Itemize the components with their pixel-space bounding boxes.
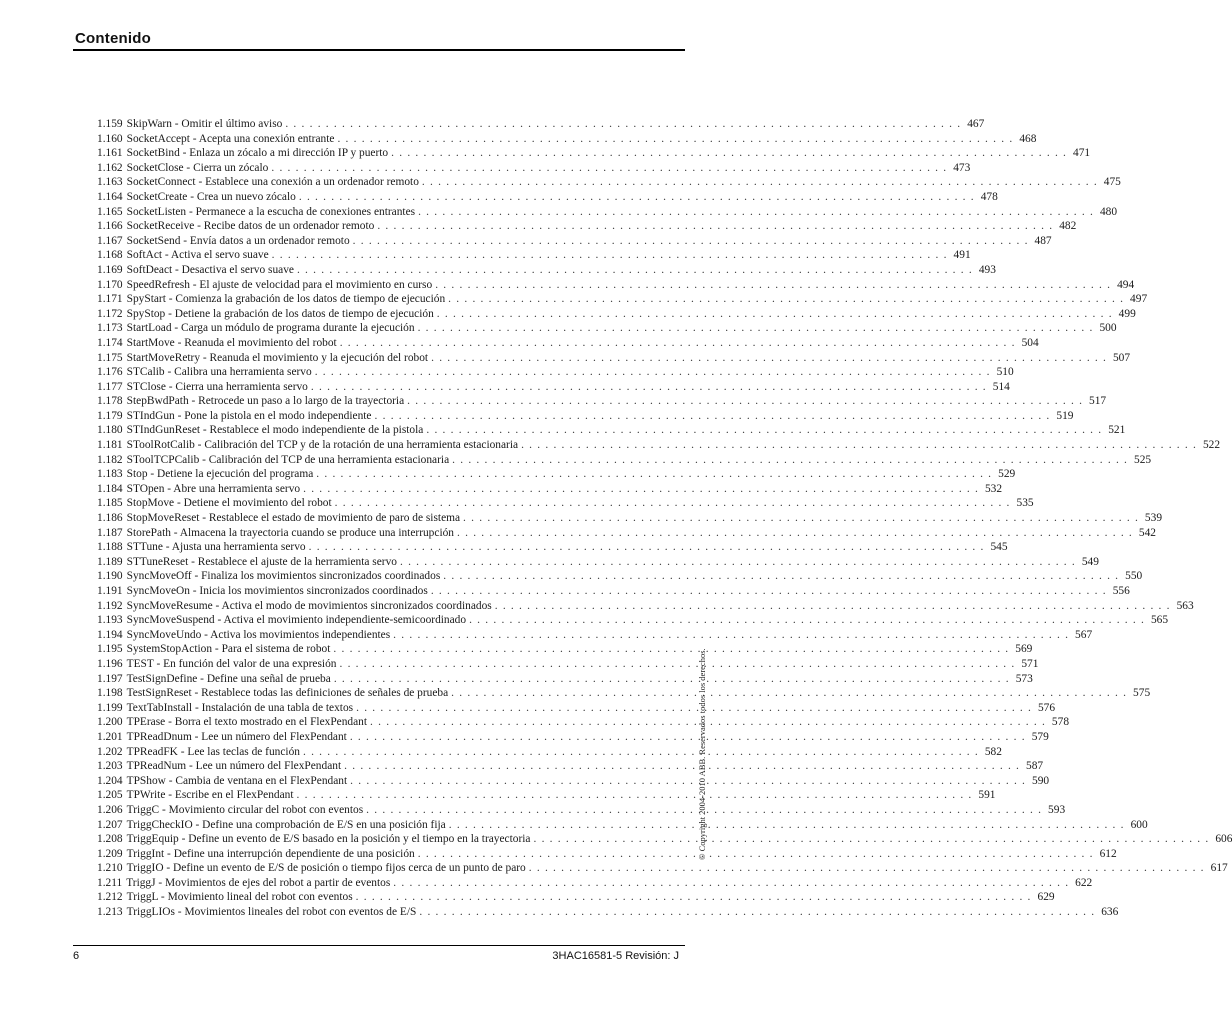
toc-dot-leader: [521, 438, 1197, 453]
toc-entry-page: 600: [1130, 818, 1148, 831]
toc-entry-title: SyncMoveResume - Activa el modo de movimientos sincronizados coordinados: [126, 599, 492, 612]
toc-entry-title: TextTabInstall - Instalación de una tabla de textos: [126, 701, 354, 714]
toc-dot-leader: [418, 321, 1094, 336]
toc-entry-title: SyncMoveOff - Finaliza los movimientos sincronizados coordinados: [126, 570, 441, 583]
toc-entry[interactable]: [97, 890, 1055, 905]
toc-entry[interactable]: [97, 847, 1117, 862]
toc-entry-title: TPReadFK - Lee las teclas de función: [126, 745, 300, 758]
toc-entry-page: 549: [1081, 555, 1099, 568]
copyright-notice: © Copyright 2004-2010 ABB. Reservados todos los derechos.: [697, 648, 707, 860]
toc-entry-title: STTuneReset - Restablece el ajuste de la herramienta servo: [126, 555, 397, 568]
toc-entry[interactable]: [97, 774, 1050, 789]
toc-entry-page: 571: [1021, 657, 1039, 670]
toc-entry-page: 517: [1089, 395, 1107, 408]
toc-entry-title: SocketClose - Cierra un zócalo: [126, 161, 269, 174]
toc-entry[interactable]: [97, 701, 1056, 716]
toc-entry-title: TestSignReset - Restablece todas las definiciones de señales de prueba: [126, 687, 449, 700]
toc-entry-title: TriggJ - Movimientos de ejes del robot a partir de eventos: [126, 876, 391, 889]
toc-entry-number: 1.173: [97, 322, 123, 335]
toc-entry-page: 578: [1051, 716, 1070, 729]
toc-entry[interactable]: [97, 307, 1136, 322]
footer-page-number: 6: [73, 950, 80, 962]
toc-entry-number: 1.196: [97, 657, 123, 670]
toc-entry-page: 487: [1034, 234, 1052, 247]
toc-entry-page: 507: [1112, 351, 1131, 364]
toc-entry-number: 1.195: [97, 643, 123, 656]
toc-entry[interactable]: [97, 759, 1044, 774]
toc-entry-title: SkipWarn - Omitir el último aviso: [126, 118, 283, 130]
toc-entry-page: 519: [1056, 409, 1074, 422]
toc-entry-page: 497: [1130, 293, 1148, 306]
toc-entry-title: SToolTCPCalib - Calibración del TCP de una herramienta estacionaria: [126, 453, 450, 466]
toc-dot-leader: [370, 715, 1046, 730]
toc-entry[interactable]: [97, 380, 1010, 395]
toc-entry-title: SyncMoveUndo - Activa los movimientos independientes: [126, 628, 391, 641]
toc-entry-page: 478: [980, 190, 998, 203]
toc-dot-leader: [315, 365, 991, 380]
toc-dot-leader: [448, 292, 1124, 307]
toc-entry[interactable]: [97, 351, 1131, 366]
toc-entry-page: 573: [1015, 672, 1033, 685]
toc-entry-page: 500: [1099, 322, 1117, 335]
toc-dot-leader: [375, 409, 1051, 424]
toc-entry-page: 467: [967, 118, 985, 130]
toc-entry-number: 1.170: [97, 278, 123, 291]
toc-entry-number: 1.187: [97, 526, 123, 539]
toc-entry-page: 494: [1117, 278, 1135, 291]
toc-dot-leader: [431, 351, 1107, 366]
toc-entry-page: 591: [978, 789, 996, 802]
toc-entry-number: 1.188: [97, 541, 123, 554]
toc-entry[interactable]: [97, 788, 996, 803]
toc-dot-leader: [356, 701, 1032, 716]
toc-entry-number: 1.179: [97, 409, 123, 422]
toc-entry-page: 510: [996, 366, 1014, 379]
toc-entry-title: SyncMoveSuspend - Activa el movimiento independiente-semicoordinado: [126, 614, 467, 627]
toc-entry-title: TriggCheckIO - Define una comprobación de E/S en una posición fija: [126, 818, 446, 831]
toc-entry-page: 576: [1037, 701, 1056, 714]
toc-entry-number: 1.182: [97, 453, 123, 466]
toc-dot-leader: [451, 686, 1127, 701]
toc-entry-number: 1.208: [97, 833, 123, 846]
toc-entry-title: TestSignDefine - Define una señal de prueba: [126, 672, 331, 685]
toc-entry-number: 1.175: [97, 351, 123, 364]
toc-entry[interactable]: [97, 496, 1034, 511]
toc-entry-title: StopMoveReset - Restablece el estado de movimiento de paro de sistema: [126, 512, 461, 525]
toc-entry-page: 629: [1037, 891, 1055, 904]
page-header-title: Contenido: [75, 30, 151, 47]
toc-dot-leader: [334, 672, 1010, 687]
toc-dot-leader: [391, 146, 1067, 161]
toc-entry-page: 521: [1108, 424, 1126, 437]
toc-entry-page: 539: [1144, 512, 1163, 525]
toc-entry-number: 1.204: [97, 774, 123, 787]
toc-dot-leader: [356, 890, 1032, 905]
toc-dot-leader: [350, 774, 1026, 789]
toc-entry-number: 1.213: [97, 906, 123, 919]
toc-entry-title: SocketConnect - Establece una conexión a un ordenador remoto: [126, 176, 419, 189]
toc-entry[interactable]: [97, 628, 1093, 643]
toc-entry-number: 1.180: [97, 424, 123, 437]
toc-entry-number: 1.181: [97, 439, 123, 452]
toc-entry-number: 1.169: [97, 263, 123, 276]
footer-rule: [73, 945, 685, 946]
toc-entry-number: 1.205: [97, 789, 123, 802]
toc-dot-leader: [335, 496, 1011, 511]
toc-entry-number: 1.177: [97, 380, 123, 393]
toc-entry-page: 563: [1176, 599, 1194, 612]
toc-entry-page: 579: [1031, 730, 1049, 743]
toc-entry-title: StopMove - Detiene el movimiento del robot: [126, 497, 332, 510]
toc-dot-leader: [272, 248, 948, 263]
toc-entry[interactable]: [97, 686, 1151, 701]
toc-dot-leader: [533, 832, 1209, 847]
toc-entry[interactable]: [97, 584, 1130, 599]
toc-entry-page: 491: [953, 249, 971, 262]
toc-dot-leader: [437, 307, 1113, 322]
toc-entry[interactable]: [97, 642, 1033, 657]
toc-entry-title: STClose - Cierra una herramienta servo: [126, 380, 308, 393]
toc-entry-number: 1.199: [97, 701, 123, 714]
toc-entry[interactable]: [97, 555, 1099, 570]
toc-entry-title: STIndGunReset - Restablece el modo independiente de la pistola: [126, 424, 424, 437]
toc-entry[interactable]: [97, 248, 971, 263]
toc-entry[interactable]: [97, 861, 1228, 876]
toc-entry[interactable]: [97, 394, 1107, 409]
toc-dot-leader: [435, 278, 1111, 293]
toc-entry-title: TriggInt - Define una interrupción dependiente de una posición: [126, 847, 415, 860]
toc-entry-title: TPWrite - Escribe en el FlexPendant: [126, 789, 294, 802]
toc-entry-title: TPShow - Cambia de ventana en el FlexPendant: [126, 774, 348, 787]
toc-dot-leader: [350, 730, 1026, 745]
toc-entry-page: 590: [1032, 774, 1050, 787]
toc-entry-number: 1.171: [97, 293, 123, 306]
toc-entry-page: 606: [1215, 833, 1232, 846]
toc-entry[interactable]: [97, 818, 1148, 833]
toc-entry[interactable]: [97, 423, 1126, 438]
toc-dot-leader: [340, 336, 1016, 351]
toc-entry-page: 622: [1075, 876, 1093, 889]
toc-entry-page: 542: [1138, 526, 1156, 539]
toc-entry[interactable]: [97, 219, 1077, 234]
toc-entry-number: 1.183: [97, 468, 123, 481]
toc-entry-page: 473: [953, 161, 971, 174]
toc-entry-title: SoftAct - Activa el servo suave: [126, 249, 269, 262]
toc-dot-leader: [419, 905, 1095, 920]
toc-entry-number: 1.210: [97, 862, 123, 875]
toc-entry-number: 1.201: [97, 730, 123, 743]
toc-dot-leader: [449, 818, 1125, 833]
toc-dot-leader: [297, 788, 973, 803]
toc-entry-title: STIndGun - Pone la pistola en el modo independiente: [126, 409, 372, 422]
toc-entry-page: 529: [998, 468, 1016, 481]
toc-entry-page: 569: [1015, 643, 1033, 656]
toc-entry[interactable]: [97, 613, 1169, 628]
toc-entry-number: 1.203: [97, 760, 123, 773]
toc-entry-page: 556: [1112, 585, 1130, 597]
toc-entry-title: StorePath - Almacena la trayectoria cuando se produce una interrupción: [126, 526, 454, 539]
toc-dot-leader: [457, 526, 1133, 541]
toc-entry-page: 612: [1099, 847, 1117, 860]
toc-entry-page: 636: [1101, 906, 1119, 919]
toc-entry[interactable]: [97, 292, 1148, 307]
toc-entry-number: 1.202: [97, 745, 123, 758]
toc-entry[interactable]: [97, 599, 1194, 614]
toc-entry-title: StartMove - Reanuda el movimiento del robot: [126, 336, 337, 349]
toc-dot-leader: [297, 263, 973, 278]
toc-entry-title: TPErase - Borra el texto mostrado en el FlexPendant: [126, 716, 368, 729]
toc-entry-number: 1.190: [97, 570, 123, 583]
toc-entry-title: STOpen - Abre una herramienta servo: [126, 482, 301, 495]
toc-entry-title: StepBwdPath - Retrocede un paso a lo largo de la trayectoria: [126, 395, 405, 408]
toc-dot-leader: [333, 642, 1009, 657]
toc-entry-page: 499: [1118, 307, 1136, 320]
toc-dot-leader: [495, 599, 1171, 614]
toc-dot-leader: [344, 759, 1020, 774]
toc-dot-leader: [377, 219, 1053, 234]
toc-entry[interactable]: [97, 336, 1039, 351]
toc-entry-number: 1.193: [97, 614, 123, 627]
toc-entry-number: 1.192: [97, 599, 123, 612]
toc-entry-title: SystemStopAction - Para el sistema de robot: [126, 643, 331, 656]
toc-entry-number: 1.159: [97, 118, 123, 130]
toc-entry-page: 565: [1150, 614, 1169, 627]
toc-dot-leader: [400, 555, 1076, 570]
toc-entry-number: 1.212: [97, 891, 123, 904]
toc-entry-number: 1.168: [97, 249, 123, 262]
toc-dot-leader: [316, 467, 992, 482]
toc-entry[interactable]: [97, 438, 1221, 453]
toc-entry-number: 1.165: [97, 205, 123, 218]
toc-entry[interactable]: [97, 117, 985, 132]
toc-entry[interactable]: [97, 657, 1039, 672]
toc-entry-title: TPReadDnum - Lee un número del FlexPendant: [126, 730, 347, 743]
toc-entry-title: SpyStop - Detiene la grabación de los datos de tiempo de ejecución: [126, 307, 434, 320]
toc-entry-number: 1.209: [97, 847, 123, 860]
toc-entry-page: 587: [1026, 760, 1044, 773]
toc-entry-number: 1.164: [97, 190, 123, 203]
toc-entry-title: SocketListen - Permanece a la escucha de conexiones entrantes: [126, 205, 416, 218]
toc-dot-leader: [469, 613, 1145, 628]
toc-entry-page: 582: [984, 745, 1002, 758]
toc-entry-title: SocketBind - Enlaza un zócalo a mi dirección IP y puerto: [126, 147, 389, 160]
toc-entry-title: STCalib - Calibra una herramienta servo: [126, 366, 312, 379]
toc-entry-title: SocketCreate - Crea un nuevo zócalo: [126, 190, 296, 203]
toc-entry-page: 545: [990, 541, 1008, 554]
toc-entry-title: SocketAccept - Acepta una conexión entrante: [126, 132, 335, 145]
toc-dot-leader: [463, 511, 1139, 526]
toc-entry-number: 1.162: [97, 161, 123, 174]
toc-entry-number: 1.194: [97, 628, 123, 641]
toc-entry[interactable]: [97, 482, 1003, 497]
toc-entry-title: TriggEquip - Define un evento de E/S basado en la posición y el tiempo en la trayectoria: [126, 833, 531, 846]
toc-entry-number: 1.178: [97, 395, 123, 408]
toc-entry-title: StartLoad - Carga un módulo de programa durante la ejecución: [126, 322, 415, 335]
toc-entry-page: 493: [978, 263, 996, 276]
toc-entry[interactable]: [97, 905, 1119, 920]
toc-entry[interactable]: [97, 672, 1033, 687]
toc-entry[interactable]: [97, 715, 1070, 730]
toc-entry-number: 1.189: [97, 555, 123, 568]
toc-entry[interactable]: [97, 234, 1052, 249]
toc-entry[interactable]: [97, 175, 1121, 190]
toc-entry-title: SpyStart - Comienza la grabación de los datos de tiempo de ejecución: [126, 293, 446, 306]
toc-entry-title: TPReadNum - Lee un número del FlexPendant: [126, 760, 342, 773]
toc-entry-number: 1.172: [97, 307, 123, 320]
toc-dot-leader: [418, 847, 1094, 862]
toc-entry[interactable]: [97, 409, 1074, 424]
toc-dot-leader: [285, 117, 961, 132]
toc-entry-number: 1.166: [97, 220, 123, 233]
toc-entry-page: 532: [984, 482, 1003, 495]
toc-dot-leader: [303, 482, 979, 497]
toc-entry[interactable]: [97, 205, 1118, 220]
toc-entry-number: 1.174: [97, 336, 123, 349]
toc-entry[interactable]: [97, 467, 1016, 482]
toc-entry[interactable]: [97, 365, 1014, 380]
toc-entry-title: TriggL - Movimiento lineal del robot con eventos: [126, 891, 353, 904]
toc-entry-page: 514: [992, 380, 1010, 393]
toc-entry[interactable]: [97, 132, 1037, 147]
toc-entry-number: 1.200: [97, 716, 123, 729]
toc-entry-title: SoftDeact - Desactiva el servo suave: [126, 263, 294, 276]
toc-entry-page: 480: [1099, 205, 1118, 218]
toc-entry-page: 471: [1073, 147, 1091, 160]
toc-entry-title: SpeedRefresh - El ajuste de velocidad para el movimiento en curso: [126, 278, 433, 291]
toc-entry-page: 567: [1075, 628, 1093, 641]
toc-entry-number: 1.163: [97, 176, 123, 189]
toc-dot-leader: [393, 876, 1069, 891]
toc-entry-page: 617: [1210, 862, 1228, 875]
toc-entry[interactable]: [97, 321, 1117, 336]
toc-dot-leader: [431, 584, 1107, 599]
footer-document-id: 3HAC16581-5 Revisión: J: [552, 950, 679, 962]
toc-entry-number: 1.191: [97, 585, 123, 597]
toc-entry-title: SocketReceive - Recibe datos de un ordenador remoto: [126, 220, 375, 233]
toc-entry-title: SocketSend - Envía datos a un ordenador remoto: [126, 234, 350, 247]
header-rule: [73, 49, 685, 51]
toc-dot-leader: [443, 569, 1119, 584]
toc-entry[interactable]: [97, 278, 1135, 293]
toc-entry[interactable]: [97, 511, 1163, 526]
toc-dot-leader: [452, 453, 1128, 468]
toc-entry-title: TriggIO - Define un evento de E/S de posición o tiempo fijos cerca de un punto de paro: [126, 862, 526, 875]
toc-entry-title: SyncMoveOn - Inicia los movimientos sincronizados coordinados: [126, 585, 428, 597]
toc-entry-number: 1.197: [97, 672, 123, 685]
toc-entry-page: 482: [1059, 220, 1077, 233]
toc-dot-leader: [299, 190, 975, 205]
toc-entry[interactable]: [97, 803, 1066, 818]
toc-entry[interactable]: [97, 190, 998, 205]
toc-entry[interactable]: [97, 526, 1156, 541]
toc-entry-number: 1.160: [97, 132, 123, 145]
toc-entry[interactable]: [97, 569, 1143, 584]
toc-entry-page: 550: [1125, 570, 1143, 583]
toc-entry-title: TriggC - Movimiento circular del robot con eventos: [126, 803, 364, 816]
toc-entry-title: SToolRotCalib - Calibración del TCP y de la rotación de una herramienta estacionaria: [126, 439, 519, 452]
toc-dot-leader: [271, 161, 947, 176]
toc-dot-leader: [337, 132, 1013, 147]
toc-entry-title: STTune - Ajusta una herramienta servo: [126, 541, 306, 554]
toc-entry-page: 504: [1021, 336, 1039, 349]
toc-entry-number: 1.207: [97, 818, 123, 831]
toc-entry-page: 468: [1019, 132, 1037, 145]
toc-entry-title: StartMoveRetry - Reanuda el movimiento y la ejecución del robot: [126, 351, 429, 364]
toc-entry-number: 1.211: [97, 876, 123, 889]
toc-entry-number: 1.184: [97, 482, 123, 495]
toc-entry[interactable]: [97, 745, 1002, 760]
toc-entry[interactable]: [97, 832, 1232, 847]
toc-dot-leader: [393, 628, 1069, 643]
toc-entry-number: 1.167: [97, 234, 123, 247]
toc-entry-number: 1.206: [97, 803, 123, 816]
toc-dot-leader: [407, 394, 1083, 409]
toc-entry-number: 1.198: [97, 687, 123, 700]
toc-dot-leader: [309, 540, 985, 555]
toc-entry-number: 1.185: [97, 497, 123, 510]
toc-entry-page: 575: [1133, 687, 1151, 700]
toc-dot-leader: [426, 423, 1102, 438]
toc-entry-number: 1.186: [97, 512, 123, 525]
toc-entry[interactable]: [97, 263, 996, 278]
toc-entry-title: TEST - En función del valor de una expresión: [126, 657, 337, 670]
toc-entry-page: 593: [1048, 803, 1066, 816]
toc-entry[interactable]: [97, 146, 1091, 161]
toc-entry-page: 535: [1016, 497, 1034, 510]
toc-entry-number: 1.176: [97, 366, 123, 379]
toc-dot-leader: [339, 657, 1015, 672]
toc-entry[interactable]: [97, 876, 1093, 891]
toc-entry[interactable]: [97, 161, 971, 176]
toc-dot-leader: [422, 175, 1098, 190]
toc-entry[interactable]: [97, 540, 1008, 555]
toc-entry[interactable]: [97, 730, 1049, 745]
toc-dot-leader: [529, 861, 1205, 876]
toc-entry-title: Stop - Detiene la ejecución del programa: [126, 468, 314, 481]
toc-entry[interactable]: [97, 453, 1152, 468]
toc-entry-title: TriggLIOs - Movimientos lineales del robot con eventos de E/S: [126, 906, 417, 919]
toc-dot-leader: [418, 205, 1094, 220]
toc-entry-page: 525: [1134, 453, 1152, 466]
toc-dot-leader: [353, 234, 1029, 249]
toc-entry-number: 1.161: [97, 147, 123, 160]
toc-entry-page: 522: [1202, 439, 1221, 452]
toc-dot-leader: [303, 745, 979, 760]
toc-entry-page: 475: [1103, 176, 1121, 189]
toc-dot-leader: [311, 380, 987, 395]
